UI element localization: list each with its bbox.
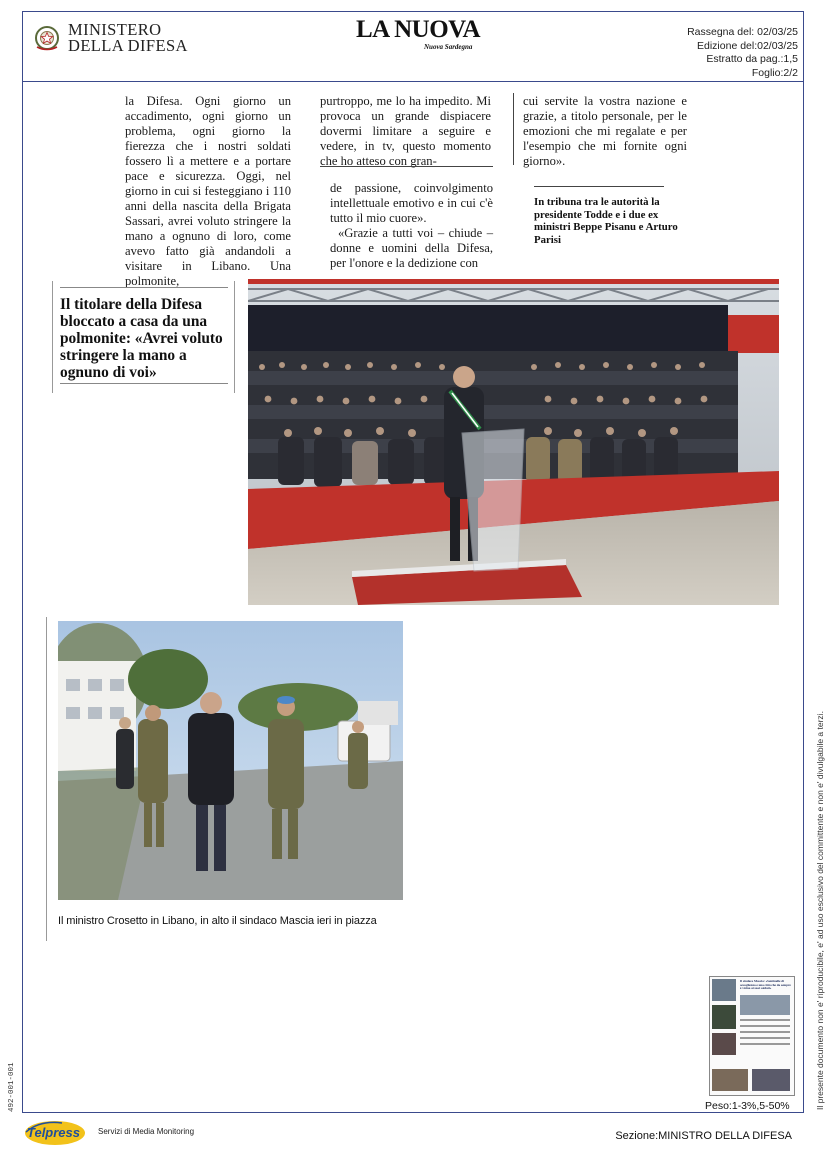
column-2-bottom-text-2: «Grazie a tutti voi – chiude – donne e uomini della Difesa, per l'onore e la dedizione con xyxy=(330,226,493,270)
ministry-name xyxy=(68,22,188,54)
article-column-3 xyxy=(523,94,687,169)
page-thumbnail-illustration xyxy=(710,977,794,1095)
meta-edizione: Edizione del:02/03/25 xyxy=(697,39,798,52)
page-thumbnail xyxy=(709,976,795,1096)
telpress-logo-text: Telpress xyxy=(27,1125,80,1140)
meta-estratto: Estratto da pag.:1,5 xyxy=(706,53,798,65)
peso-label: Peso:1-3%,5-50% xyxy=(705,1100,790,1112)
meta-foglio: Foglio:2/2 xyxy=(751,66,798,79)
lebanon-photo xyxy=(58,621,403,900)
column-3-left-rule xyxy=(513,93,514,165)
document-code: 492-001-001 xyxy=(8,1062,16,1112)
article-column-2-top xyxy=(320,94,491,169)
clipping-meta xyxy=(687,26,798,80)
article-column-1 xyxy=(125,94,291,289)
pull-quote-bottom-rule xyxy=(60,383,228,384)
ceremony-photo xyxy=(248,279,779,605)
sezione-label: Sezione:MINISTRO DELLA DIFESA xyxy=(615,1130,792,1142)
servizi-label: Servizi di Media Monitoring xyxy=(98,1127,195,1136)
column-2-bottom-text: de passione, coinvolgimento intellettuale emotivo e in cui c'è tutto il mio cuore». xyxy=(330,181,493,225)
photo-2-caption: Il ministro Crosetto in Libano, in alto il sindaco Mascia ieri in piazza xyxy=(58,915,377,927)
italian-republic-emblem-icon xyxy=(34,24,60,52)
pull-quote-right-rule xyxy=(234,281,235,393)
column-1-text: la Difesa. Ogni giorno un accadimento, ogni giorno un problema, ogni giorno la fierezza che i nostri soldati fossero lì a mettere e a portare pace e sicurezza. Oggi, nel giorno in cui si festeggiano i 110 anni della nascita della Brigata Sassari, avrei voluto stringere la mano a ognuno di loro, come avevo fatto già andandoli a visitare in Libano. Una polmonite, xyxy=(125,94,291,288)
pull-quote-left-rule xyxy=(52,281,53,393)
column-3-text: cui servite la vostra nazione e grazie, a titolo personale, per le emozioni che mi regalate e per l'esempio che mi fornite ogni giorno». xyxy=(523,94,687,168)
lebanon-photo-illustration xyxy=(58,621,403,900)
column-2-divider xyxy=(320,166,493,167)
ministry-line-1: MINISTERO xyxy=(68,20,162,39)
newspaper-masthead: LA NUOVA xyxy=(356,16,481,43)
thumbnail-headline: Il sindaco Mascia: «Sentinelle di accoglienza e una città che da sempre è vicina ai suoi soldati» xyxy=(740,979,791,991)
header-divider xyxy=(22,81,804,82)
pull-quote: Il titolare della Difesa bloccato a casa da una polmonite: «Avrei voluto stringere la mano a ognuno di voi» xyxy=(60,296,223,381)
ceremony-photo-illustration xyxy=(248,279,779,605)
photo-caption-tribuna: In tribuna tra le autorità la presidente Todde e i due ex ministri Beppe Pisanu e Arturo Parisi xyxy=(534,196,678,246)
caption-rule xyxy=(534,186,664,187)
newspaper-masthead-subtitle: Nuova Sardegna xyxy=(424,43,473,51)
pull-quote-top-rule xyxy=(60,287,228,288)
article-column-2-bottom xyxy=(330,181,493,271)
copyright-notice: Il presente documento non e' riproducibile, e' ad uso esclusivo del committente e non e' divulgabile a terzi. xyxy=(815,711,825,1110)
ministry-line-2: DELLA DIFESA xyxy=(68,36,188,55)
meta-rassegna: Rassegna del: 02/03/25 xyxy=(687,26,798,38)
column-2-top-text: purtroppo, me lo ha impedito. Mi provoca un grande dispiacere dovermi limitare a seguire e vedere, in tv, questo momento che ho atteso con gran- xyxy=(320,94,491,168)
photo-2-left-rule xyxy=(46,617,47,941)
